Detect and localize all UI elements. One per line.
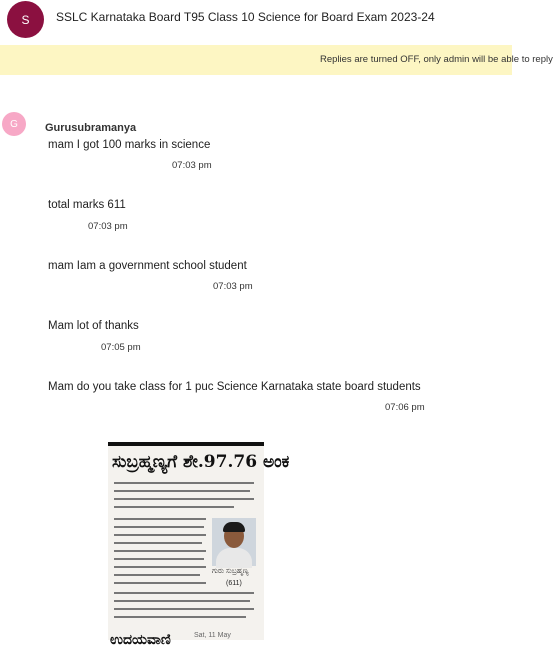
chat-header	[0, 0, 512, 38]
message-text: Mam do you take class for 1 puc Science Karnataka state board students	[48, 381, 421, 393]
message-text: mam Iam a government school student	[48, 260, 247, 272]
group-title[interactable]: SSLC Karnataka Board T95 Class 10 Science for Board Exam 2023-24	[56, 10, 435, 24]
text-line	[114, 542, 202, 544]
message-time: 07:03 pm	[172, 160, 212, 171]
text-line	[114, 526, 204, 528]
text-line	[114, 582, 206, 584]
text-line	[114, 482, 254, 484]
text-line	[114, 608, 254, 610]
group-avatar[interactable]: S	[7, 1, 44, 38]
newspaper-date: Sat, 11 May	[194, 632, 231, 639]
message-time: 07:06 pm	[385, 402, 425, 413]
newspaper-clipping-image[interactable]	[108, 442, 290, 648]
text-line	[114, 518, 206, 520]
text-line	[114, 534, 206, 536]
student-photo	[212, 518, 256, 566]
text-line	[114, 558, 204, 560]
message-text: total marks 611	[48, 199, 126, 211]
message-text: Mam lot of thanks	[48, 320, 139, 332]
message-text: mam I got 100 marks in science	[48, 139, 211, 151]
sender-name: Gurusubramanya	[45, 122, 137, 134]
text-line	[114, 574, 200, 576]
newspaper-logo: ಉದಯವಾಣಿ	[110, 632, 171, 648]
text-line	[114, 566, 206, 568]
photo-score: (611)	[226, 580, 242, 587]
message-time: 07:03 pm	[213, 281, 253, 292]
text-line	[114, 506, 234, 508]
photo-caption: ಗುರು ಸುಬ್ರಹ್ಮಣ್ಯ	[212, 568, 249, 575]
text-line	[114, 550, 206, 552]
message-time: 07:03 pm	[88, 221, 128, 232]
sender-avatar[interactable]: G	[2, 112, 26, 136]
text-line	[114, 498, 254, 500]
text-line	[114, 592, 254, 594]
replies-off-notice	[0, 45, 553, 75]
text-line	[114, 616, 246, 618]
clipping-headline: ಸುಬ್ರಹ್ಮಣ್ಯಗೆ ಶೇ.97.76 ಅಂಕ	[112, 452, 290, 472]
text-line	[114, 490, 250, 492]
notice-text: Replies are turned OFF, only admin will be able to reply	[320, 54, 553, 65]
message-time: 07:05 pm	[101, 342, 141, 353]
text-line	[114, 600, 250, 602]
